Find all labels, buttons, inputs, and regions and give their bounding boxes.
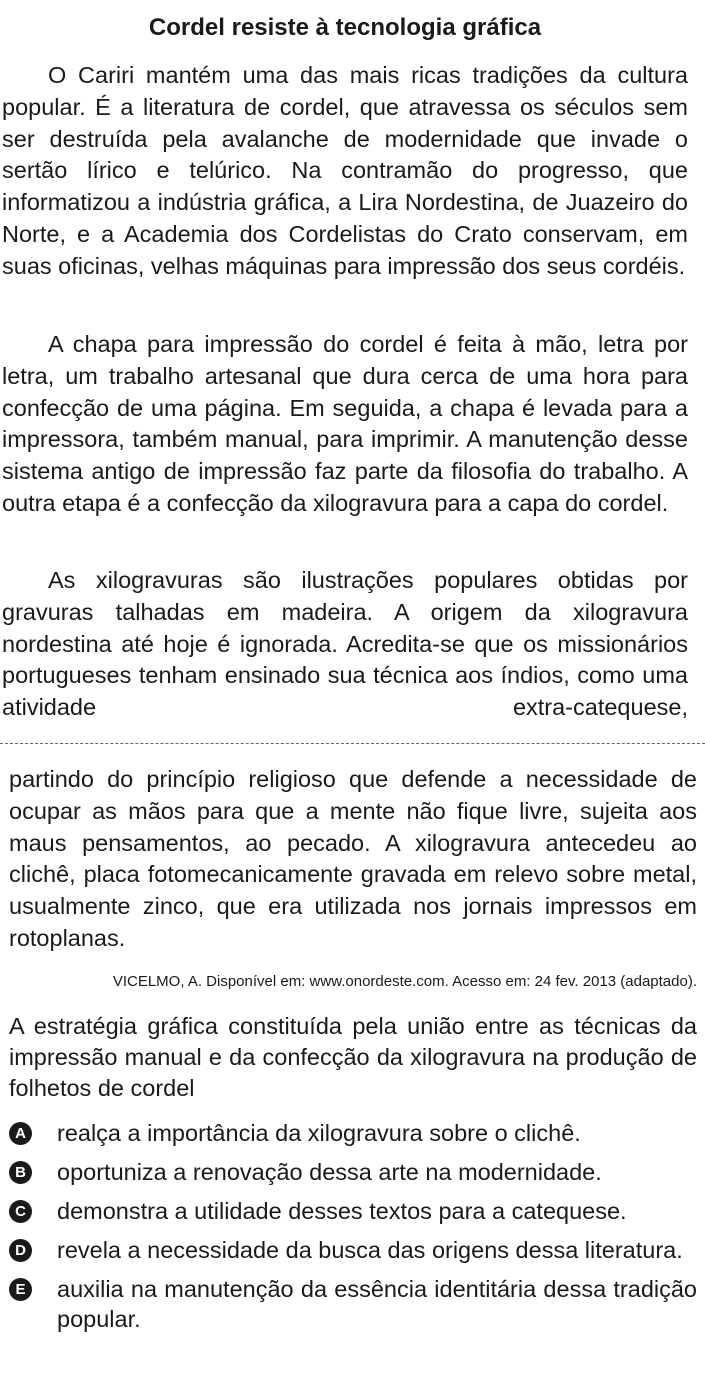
column-break-divider	[0, 743, 705, 744]
option-d[interactable]	[9, 1235, 697, 1265]
source-citation: VICELMO, A. Disponível em: www.onordeste.com. Acesso em: 24 fev. 2013 (adaptado).	[112, 973, 697, 990]
option-letter-badge: C	[9, 1200, 32, 1223]
option-letter-badge: A	[9, 1122, 32, 1145]
option-a[interactable]	[9, 1118, 697, 1148]
option-text: auxilia na manutenção da essência identitária dessa tradição popular.	[57, 1276, 697, 1332]
question-stem: A estratégia gráfica constituída pela união entre as técnicas da impressão manual e da confecção da xilogravura na produção de folhetos de cordel	[9, 1013, 697, 1101]
article-paragraph-1: O Cariri mantém uma das mais ricas tradições da cultura popular. É a literatura de cordel, que atravessa os séculos sem ser destruída pela avalanche de modernidade que invade o sertão lírico e telúrico. Na contramão do progresso, que informatizou a indústria gráfica, a Lira Nordestina, de Juazeiro do Norte, e a Academia dos Cordelistas do Crato conservam, em suas oficinas, velhas máquinas para impressão dos seus cordéis.	[2, 62, 688, 279]
option-letter-badge: D	[9, 1239, 32, 1262]
article-paragraph-4: partindo do princípio religioso que defende a necessidade de ocupar as mãos para que a mente não fique livre, sujeita aos maus pensamentos, ao pecado. A xilogravura antecedeu ao clichê, placa fotomecanicamente gravada em relevo sobre metal, usualmente zinco, que era utilizada nos jornais impressos em rotoplanas.	[9, 766, 697, 951]
article-paragraph-3: As xilogravuras são ilustrações populares obtidas por gravuras talhadas em madeira. A origem da xilogravura nordestina até hoje é ignorada. Acredita-se que os missionários portugueses tenham ensinado sua técnica aos índios, como uma atividade extra-catequese,	[2, 567, 688, 721]
option-b[interactable]	[9, 1157, 697, 1187]
option-e[interactable]	[9, 1274, 697, 1334]
option-letter-badge: E	[9, 1278, 32, 1301]
option-text: oportuniza a renovação dessa arte na modernidade.	[57, 1159, 602, 1185]
option-c[interactable]	[9, 1196, 697, 1226]
option-text: realça a importância da xilogravura sobre o clichê.	[57, 1120, 581, 1146]
option-text: demonstra a utilidade desses textos para a catequese.	[57, 1198, 627, 1224]
article-title: Cordel resiste à tecnologia gráfica	[148, 14, 542, 41]
option-text: revela a necessidade da busca das origens dessa literatura.	[57, 1237, 683, 1263]
article-paragraph-2: A chapa para impressão do cordel é feita à mão, letra por letra, um trabalho artesanal que dura cerca de uma hora para confecção de uma página. Em seguida, a chapa é levada para a impressora, também manual, para imprimir. A manutenção desse sistema antigo de impressão faz parte da filosofia do trabalho. A outra etapa é a confecção da xilogravura para a capa do cordel.	[2, 331, 688, 516]
option-letter-badge: B	[9, 1161, 32, 1184]
answer-options	[9, 1118, 697, 1343]
